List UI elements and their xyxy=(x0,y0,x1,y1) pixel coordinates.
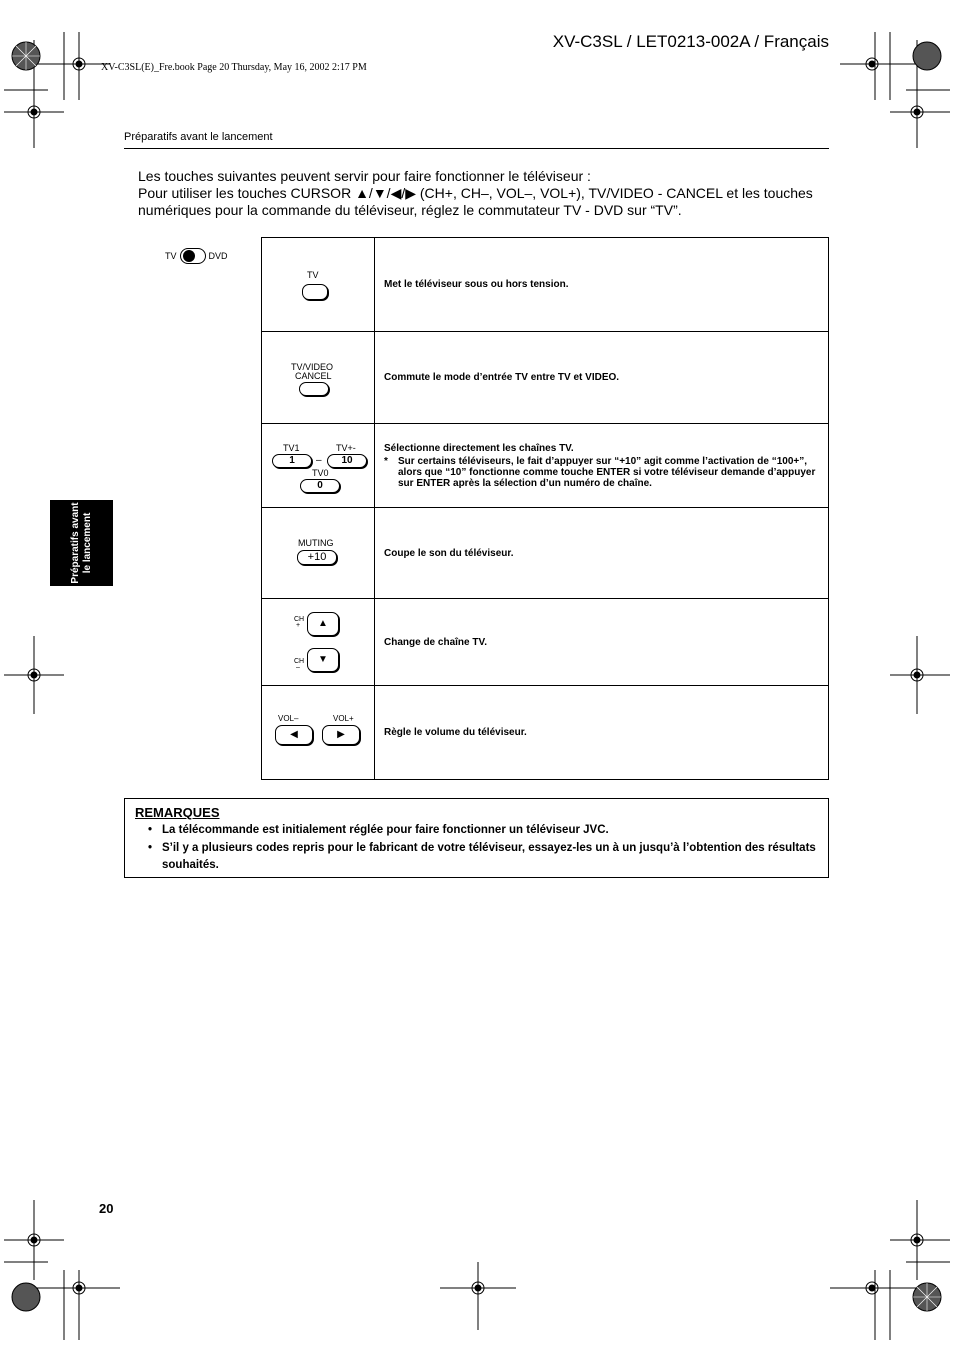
ch-down-button xyxy=(307,648,339,672)
ch-plus-sign: + xyxy=(296,622,301,629)
tv-power-button xyxy=(302,284,328,300)
remarques-list xyxy=(135,822,818,874)
table-row xyxy=(262,332,829,424)
bullet: • xyxy=(148,842,153,854)
row-description: Commute le mode d’entrée TV entre TV et VIDEO. xyxy=(375,332,829,424)
digit-0-button: 0 xyxy=(300,479,340,493)
ch-minus-sign: – xyxy=(296,664,300,671)
intro-line-1: Les touches suivantes peuvent servir pour faire fonctionner le téléviseur : xyxy=(138,168,591,184)
table-row xyxy=(262,508,829,599)
bullet: • xyxy=(148,824,153,836)
vol-up-button xyxy=(322,725,360,745)
tvvideo-cancel-button xyxy=(299,382,329,396)
up-arrow-icon: ▲ xyxy=(318,618,328,629)
ch-minus-label: CH xyxy=(294,658,305,665)
tv-dvd-switch xyxy=(165,248,228,264)
table-row xyxy=(262,424,829,508)
key-cell xyxy=(262,599,375,686)
intro-line-2: Pour utiliser les touches CURSOR ▲/▼/◀/▶ (CH+, CH–, VOL–, VOL+), TV/VIDEO - CANCEL et les touches numériques pour la commande du téléviseur, réglez le commutateur TV - DVD sur “TV”. xyxy=(138,185,813,218)
remarque-text: S’il y a plusieurs codes repris pour le fabricant de votre téléviseur, essayez-les un à un jusqu’à l’obtention des résultats souhaités. xyxy=(162,842,816,871)
side-tab-line-2: le lancement xyxy=(81,512,93,574)
row-description: Met le téléviseur sous ou hors tension. xyxy=(375,238,829,332)
remarques-box xyxy=(124,798,829,878)
digit-1-button: 1 xyxy=(272,454,312,468)
key-cell xyxy=(262,238,375,332)
page-number: 20 xyxy=(99,1201,114,1216)
tvplus-key-label: TV+- xyxy=(336,443,356,453)
remarques-title: REMARQUES xyxy=(135,805,220,820)
vol-minus-label: VOL– xyxy=(278,714,299,723)
ch-plus-label: CH xyxy=(294,616,305,623)
key-cell xyxy=(262,686,375,780)
side-tab-line-1: Préparatifs avant xyxy=(69,502,81,584)
key-cell xyxy=(262,332,375,424)
tvvideo-key-label: TV/VIDEO xyxy=(291,362,334,372)
left-arrow-icon: ◀ xyxy=(290,729,298,740)
vol-down-button xyxy=(275,725,313,745)
range-dash: – xyxy=(316,455,322,466)
cancel-key-label: CANCEL xyxy=(295,371,332,381)
down-arrow-icon: ▼ xyxy=(318,654,328,665)
row-note xyxy=(384,456,828,489)
tv0-key-label: TV0 xyxy=(312,468,329,478)
remarque-text: La télécommande est initialement réglée pour faire fonctionner un téléviseur JVC. xyxy=(162,824,609,836)
switch-label-tv: TV xyxy=(165,251,177,261)
table-row xyxy=(262,686,829,780)
note-star: * xyxy=(384,455,388,467)
section-header: Préparatifs avant le lancement xyxy=(124,131,273,143)
key-cell xyxy=(262,424,375,508)
row-description-main: Sélectionne directement les chaînes TV. xyxy=(384,442,574,454)
row-description: Règle le volume du téléviseur. xyxy=(375,686,829,780)
right-arrow-icon: ▶ xyxy=(337,729,345,740)
tv-key-label: TV xyxy=(307,270,319,280)
list-item xyxy=(135,822,818,839)
ch-up-button xyxy=(307,612,339,636)
vol-plus-label: VOL+ xyxy=(333,714,354,723)
key-cell xyxy=(262,508,375,599)
switch-icon xyxy=(180,248,206,264)
function-table xyxy=(261,237,829,780)
switch-label-dvd: DVD xyxy=(208,251,228,261)
tv1-key-label: TV1 xyxy=(283,443,300,453)
header-rule xyxy=(124,148,829,149)
book-info: XV-C3SL(E)_Fre.book Page 20 Thursday, May 16, 2002 2:17 PM xyxy=(101,62,367,73)
note-text: Sur certains téléviseurs, le fait d’appuyer sur “+10” agit comme l’activation de “100+”, alors que “10” fonctionne comme touche ENTER si votre téléviseur demande d’appuyer sur ENTER après la sélection d’un numéro de chaîne. xyxy=(398,455,816,489)
digit-10-button: 10 xyxy=(327,454,367,468)
row-description xyxy=(375,424,829,508)
list-item xyxy=(135,840,818,874)
document-title: XV-C3SL / LET0213-002A / Français xyxy=(552,32,829,51)
side-tab xyxy=(50,500,113,586)
table-row xyxy=(262,599,829,686)
muting-key-label: MUTING xyxy=(298,538,334,548)
muting-plus10-button: +10 xyxy=(297,550,337,565)
table-row xyxy=(262,238,829,332)
row-description: Coupe le son du téléviseur. xyxy=(375,508,829,599)
intro-text xyxy=(138,168,828,219)
row-description: Change de chaîne TV. xyxy=(375,599,829,686)
